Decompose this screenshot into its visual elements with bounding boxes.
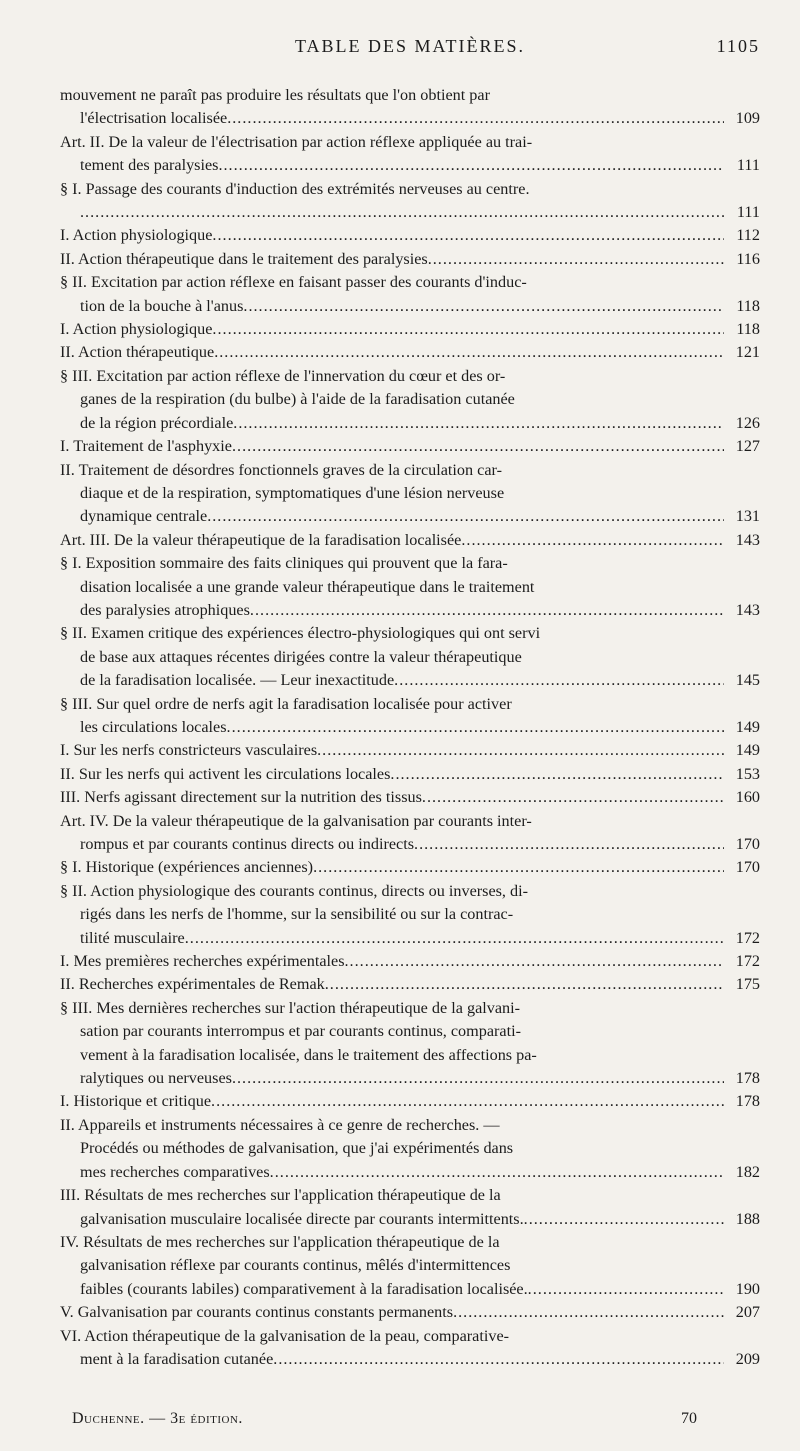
dot-leader [232, 437, 760, 455]
toc-entry-title: tion de la bouche à l'anus [80, 296, 244, 315]
toc-entry-title: faibles (courants labiles) comparativement à la faradisation localisée. [80, 1279, 528, 1298]
toc-entry-last-line [60, 1278, 760, 1301]
toc-entry-title: galvanisation musculaire localisée directe par courants intermittents. [80, 1209, 524, 1228]
toc-entry-title: dynamique centrale [80, 507, 208, 526]
toc-page-number: 172 [724, 927, 760, 950]
toc-entry[interactable] [60, 880, 760, 950]
toc-page-number: 111 [724, 154, 760, 177]
toc-entry[interactable] [60, 318, 760, 341]
dot-leader [250, 601, 760, 619]
toc-entry[interactable] [60, 1301, 760, 1324]
toc-entry-title: II. Action thérapeutique [60, 343, 215, 362]
toc-entry-title: I. Mes premières recherches expérimentales [60, 952, 345, 971]
toc-entry-title: des paralysies atrophiques [80, 600, 250, 619]
toc-entry-line: disation localisée a une grande valeur thérapeutique dans le traitement [80, 577, 535, 596]
toc-entry-last-line [60, 833, 760, 856]
toc-entry-last-line [60, 763, 760, 786]
toc-page-number: 175 [724, 973, 760, 996]
table-of-contents [60, 84, 760, 1371]
toc-entry-last-line [60, 412, 760, 435]
toc-page-number: 188 [724, 1208, 760, 1231]
toc-entry[interactable] [60, 178, 760, 225]
toc-entry-last-line [60, 1067, 760, 1090]
toc-page-number: 112 [724, 224, 760, 247]
toc-page-number: 109 [724, 107, 760, 130]
dot-leader [233, 414, 760, 432]
dot-leader [243, 297, 760, 315]
dot-leader [273, 1350, 760, 1368]
toc-entry[interactable] [60, 529, 760, 552]
toc-page-number: 160 [724, 786, 760, 809]
toc-entry[interactable] [60, 950, 760, 973]
toc-entry-last-line [60, 1348, 760, 1371]
toc-page-number: 143 [724, 529, 760, 552]
toc-entry-line: vement à la faradisation localisée, dans le traitement des affections pa- [80, 1045, 537, 1064]
toc-page-number: 178 [724, 1067, 760, 1090]
toc-entry[interactable] [60, 622, 760, 692]
toc-entry[interactable] [60, 224, 760, 247]
toc-entry-line: ganes de la respiration (du bulbe) à l'aide de la faradisation cutanée [80, 390, 515, 409]
toc-entry-title: II. Action thérapeutique dans le traitement des paralysies [60, 249, 428, 268]
toc-page-number: 182 [724, 1161, 760, 1184]
toc-entry-last-line [60, 786, 760, 809]
toc-page-number: 149 [724, 716, 760, 739]
toc-entry-line: diaque et de la respiration, symptomatiques d'une lésion nerveuse [80, 483, 505, 502]
toc-entry[interactable] [60, 341, 760, 364]
toc-page-number: 111 [724, 201, 760, 224]
toc-entry-line: rigés dans les nerfs de l'homme, sur la sensibilité ou sur la contrac- [80, 905, 514, 924]
toc-entry[interactable] [60, 459, 760, 529]
toc-entry[interactable] [60, 84, 760, 131]
toc-entry[interactable] [60, 131, 760, 178]
dot-leader [313, 858, 760, 876]
toc-entry[interactable] [60, 1090, 760, 1113]
toc-entry[interactable] [60, 435, 760, 458]
signature-mark: 70 [681, 1410, 697, 1427]
toc-entry[interactable] [60, 1184, 760, 1231]
toc-entry-last-line [60, 435, 760, 458]
toc-entry-last-line [60, 1161, 760, 1184]
toc-entry-line: § II. Examen critique des expériences électro-physiologiques qui ont servi [60, 624, 541, 643]
toc-entry-last-line [60, 505, 760, 528]
toc-entry[interactable] [60, 1325, 760, 1372]
toc-entry[interactable] [60, 973, 760, 996]
toc-entry-last-line [60, 154, 760, 177]
dot-leader [207, 507, 760, 525]
toc-entry-title: II. Sur les nerfs qui activent les circulations locales [60, 764, 391, 783]
toc-entry-line: § I. Passage des courants d'induction des extrémités nerveuses au centre. [60, 179, 530, 198]
page-footer [72, 1410, 760, 1428]
toc-entry[interactable] [60, 997, 760, 1091]
toc-entry-line: § I. Exposition sommaire des faits cliniques qui prouvent que la fara- [60, 554, 508, 573]
toc-entry-title: l'électrisation localisée [80, 109, 228, 128]
toc-entry-last-line [60, 716, 760, 739]
running-title: TABLE DES MATIÈRES. [294, 36, 526, 56]
toc-entry-title: rompus et par courants continus directs ou indirects [80, 835, 415, 853]
toc-entry[interactable] [60, 810, 760, 857]
dot-leader [212, 226, 760, 244]
dot-leader [453, 1303, 760, 1321]
dot-leader [317, 741, 760, 759]
dot-leader [232, 1069, 760, 1087]
toc-entry-line: de base aux attaques récentes dirigées contre la valeur thérapeutique [80, 647, 522, 666]
toc-entry-line: Art. II. De la valeur de l'électrisation par action réflexe appliquée au trai- [60, 132, 533, 151]
toc-entry-last-line [60, 1301, 760, 1324]
toc-page-number: 190 [724, 1278, 760, 1301]
toc-page-number: 170 [724, 856, 760, 879]
dot-leader [80, 203, 760, 221]
dot-leader [227, 718, 760, 736]
toc-entry[interactable] [60, 1114, 760, 1184]
toc-entry-last-line [60, 927, 760, 950]
toc-entry[interactable] [60, 693, 760, 740]
toc-entry-title: ment à la faradisation cutanée [80, 1349, 274, 1368]
toc-entry[interactable] [60, 248, 760, 271]
toc-entry-title: I. Action physiologique [60, 226, 213, 245]
toc-entry-title: mes recherches comparatives [80, 1162, 270, 1181]
toc-entry-line: VI. Action thérapeutique de la galvanisation de la peau, comparative- [60, 1326, 510, 1345]
toc-page-number: 153 [724, 763, 760, 786]
toc-entry[interactable] [60, 365, 760, 435]
dot-leader [218, 156, 760, 174]
toc-entry-line: § III. Mes dernières recherches sur l'action thérapeutique de la galvani- [60, 998, 521, 1017]
toc-entry-last-line [60, 341, 760, 364]
toc-entry-title: V. Galvanisation par courants continus constants permanents [60, 1303, 454, 1322]
toc-entry-title: III. Nerfs agissant directement sur la nutrition des tissus [60, 788, 422, 807]
toc-entry-title: Art. III. De la valeur thérapeutique de la faradisation localisée [60, 530, 462, 549]
toc-page-number: 149 [724, 739, 760, 762]
dot-leader [185, 929, 760, 947]
toc-page-number: 145 [724, 669, 760, 692]
toc-page-number: 131 [724, 505, 760, 528]
toc-page-number: 118 [724, 295, 760, 318]
dot-leader [325, 975, 760, 993]
toc-entry-last-line [60, 295, 760, 318]
toc-entry[interactable] [60, 271, 760, 318]
toc-entry[interactable] [60, 552, 760, 622]
toc-page-number: 126 [724, 412, 760, 435]
toc-entry-line: III. Résultats de mes recherches sur l'application thérapeutique de la [60, 1186, 501, 1205]
toc-entry-title: I. Sur les nerfs constricteurs vasculaires [60, 741, 318, 760]
toc-entry-last-line [60, 1208, 760, 1231]
toc-entry-last-line [60, 318, 760, 341]
dot-leader [428, 250, 760, 268]
toc-entry-title: I. Action physiologique [60, 320, 213, 339]
toc-entry-last-line [60, 1090, 760, 1113]
toc-page-number: 127 [724, 435, 760, 458]
toc-entry-title: I. Historique et critique [60, 1092, 212, 1111]
dot-leader [211, 1092, 760, 1110]
toc-page-number: 121 [724, 341, 760, 364]
dot-leader [461, 531, 760, 549]
toc-entry-line: galvanisation réflexe par courants continus, mêlés d'intermittences [80, 1256, 511, 1275]
toc-entry-last-line [60, 739, 760, 762]
toc-entry-line: sation par courants interrompus et par courants continus, comparati- [80, 1022, 521, 1041]
page-header [60, 36, 760, 64]
toc-page-number: 170 [724, 833, 760, 856]
toc-entry[interactable] [60, 1231, 760, 1301]
toc-entry-line: II. Traitement de désordres fonctionnels graves de la circulation car- [60, 460, 502, 479]
toc-entry[interactable] [60, 856, 760, 879]
toc-entry-last-line [60, 950, 760, 973]
toc-entry-last-line [60, 973, 760, 996]
toc-entry-last-line [60, 248, 760, 271]
toc-entry-title: les circulations locales [80, 717, 227, 736]
toc-entry-line: Procédés ou méthodes de galvanisation, que j'ai expérimentés dans [80, 1139, 514, 1158]
toc-page-number: 116 [724, 248, 760, 271]
toc-entry-title: I. Traitement de l'asphyxie [60, 437, 232, 456]
toc-entry-title: § I. Historique (expériences anciennes) [60, 858, 314, 877]
toc-entry-title: ralytiques ou nerveuses [80, 1069, 232, 1088]
toc-entry-last-line [60, 599, 760, 622]
dot-leader [390, 765, 760, 783]
dot-leader [270, 1163, 760, 1181]
toc-entry-line: Art. IV. De la valeur thérapeutique de la galvanisation par courants inter- [60, 811, 532, 830]
toc-entry-title: de la faradisation localisée. — Leur inexactitude [80, 671, 395, 690]
toc-entry-last-line [60, 107, 760, 130]
toc-entry[interactable] [60, 786, 760, 809]
dot-leader [394, 671, 760, 689]
toc-entry-last-line [60, 856, 760, 879]
dot-leader [214, 343, 760, 361]
dot-leader [422, 788, 760, 806]
dot-leader [414, 835, 760, 853]
toc-page-number: 207 [724, 1301, 760, 1324]
toc-entry-line: II. Appareils et instruments nécessaires à ce genre de recherches. — [60, 1115, 500, 1134]
toc-entry-line: IV. Résultats de mes recherches sur l'application thérapeutique de la [60, 1232, 500, 1251]
toc-entry-line: § II. Action physiologique des courants continus, directs ou inverses, di- [60, 881, 529, 900]
toc-entry-title: tilité musculaire [80, 928, 185, 947]
toc-entry-line: § II. Excitation par action réflexe en faisant passer des courants d'induc- [60, 273, 527, 292]
toc-entry-title: de la région précordiale [80, 413, 234, 432]
toc-page-number: 209 [724, 1348, 760, 1371]
toc-entry-last-line [60, 529, 760, 552]
footer-author-edition: Duchenne. — 3e édition. [72, 1410, 243, 1427]
toc-entry-line: mouvement ne paraît pas produire les résultats que l'on obtient par [60, 86, 490, 104]
toc-page-number: 178 [724, 1090, 760, 1113]
toc-entry-line: § III. Excitation par action réflexe de l'innervation du cœur et des or- [60, 366, 506, 385]
toc-entry-last-line [60, 201, 760, 224]
toc-page-number: 172 [724, 950, 760, 973]
dot-leader [227, 109, 760, 127]
toc-entry[interactable] [60, 763, 760, 786]
toc-entry-title: II. Recherches expérimentales de Remak [60, 975, 325, 994]
toc-entry-title: tement des paralysies [80, 156, 219, 175]
page-number: 1105 [716, 36, 760, 56]
toc-entry-line: § III. Sur quel ordre de nerfs agit la faradisation localisée pour activer [60, 694, 512, 713]
toc-entry-last-line [60, 224, 760, 247]
toc-page-number: 118 [724, 318, 760, 341]
toc-entry[interactable] [60, 739, 760, 762]
toc-entry-last-line [60, 669, 760, 692]
dot-leader [212, 320, 760, 338]
dot-leader [345, 952, 761, 970]
toc-page-number: 143 [724, 599, 760, 622]
